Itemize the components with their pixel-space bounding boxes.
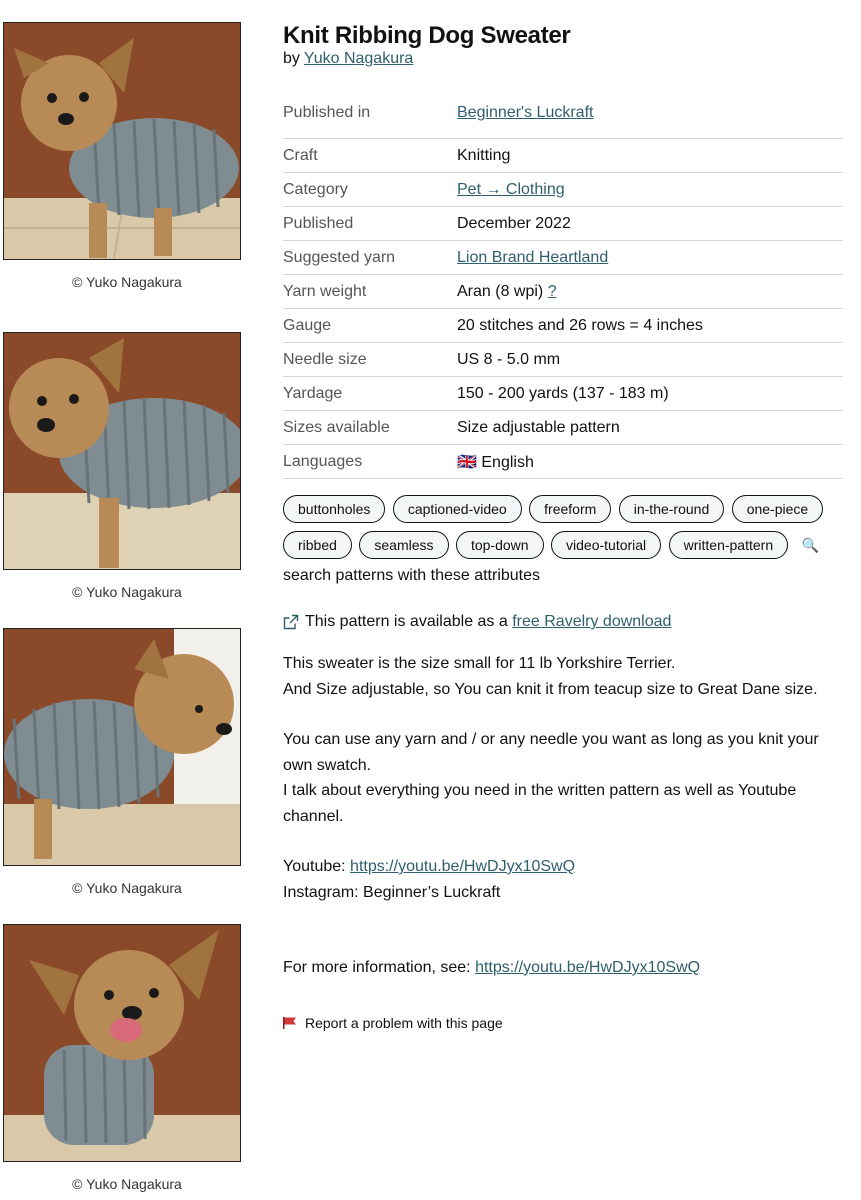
instagram-line: Instagram: Beginner’s Luckraft (283, 883, 501, 901)
author-link[interactable]: Yuko Nagakura (303, 50, 414, 67)
more-info-link[interactable]: https://youtu.be/HwDJyx10SwQ (475, 959, 701, 976)
search-icon: 🔍 (801, 537, 819, 553)
attribute-tag[interactable]: ribbed (283, 531, 352, 559)
paragraph-gap (283, 905, 845, 955)
detail-value (457, 275, 843, 309)
dog-photo-4 (4, 925, 240, 1161)
detail-label: Craft (283, 139, 457, 173)
attribute-tag[interactable]: buttonholes (283, 495, 385, 523)
youtube-label: Youtube: (283, 858, 346, 875)
detail-label: Sizes available (283, 411, 457, 445)
detail-row-published-in (283, 88, 843, 139)
detail-value (457, 88, 843, 139)
pattern-photo[interactable] (3, 924, 241, 1162)
yarn-weight-value: Aran (8 wpi) (457, 282, 544, 300)
download-prefix: This pattern is available as a (305, 613, 508, 630)
attribute-tag[interactable]: top-down (456, 531, 544, 559)
detail-value (457, 173, 843, 207)
yarn-weight-help-link[interactable]: ? (547, 282, 557, 300)
detail-label: Yardage (283, 377, 457, 411)
uk-flag-icon: 🇬🇧 (457, 453, 477, 471)
dog-photo-2 (4, 333, 240, 569)
detail-value: December 2022 (457, 207, 843, 241)
attribute-tag[interactable]: written-pattern (669, 531, 788, 559)
page-title: Knit Ribbing Dog Sweater (283, 22, 571, 49)
detail-row-yarn-weight (283, 275, 843, 309)
paragraph-gap (283, 829, 845, 854)
pattern-description (283, 651, 845, 981)
photo-caption: © Yuko Nagakura (72, 584, 182, 600)
detail-row-needle (283, 343, 843, 377)
detail-row-yarn (283, 241, 843, 275)
attribute-tags (283, 495, 843, 585)
pattern-photo[interactable] (3, 22, 241, 260)
photo-block (3, 924, 241, 1192)
attribute-tag[interactable]: captioned-video (393, 495, 522, 523)
byline-prefix: by (283, 50, 300, 67)
detail-label: Gauge (283, 309, 457, 343)
detail-label: Yarn weight (283, 275, 457, 309)
free-download-link[interactable]: free Ravelry download (512, 613, 672, 630)
photo-caption: © Yuko Nagakura (72, 1176, 182, 1192)
paragraph-gap (283, 702, 845, 727)
description-text: You can use any yarn and / or any needle you want as long as you knit your own swatch. (283, 731, 819, 774)
detail-value: US 8 - 5.0 mm (457, 343, 843, 377)
description-text: I talk about everything you need in the written pattern as well as Youtube channel. (283, 782, 797, 825)
external-link-icon (283, 614, 299, 630)
report-problem-label[interactable]: Report a problem with this page (305, 1014, 503, 1031)
detail-label: Needle size (283, 343, 457, 377)
detail-value (457, 445, 843, 479)
detail-value: 20 stitches and 26 rows = 4 inches (457, 309, 843, 343)
pattern-photo[interactable] (3, 332, 241, 570)
detail-label: Languages (283, 445, 457, 479)
search-attributes-link[interactable]: search patterns with these attributes (283, 567, 541, 584)
attribute-tag[interactable]: seamless (359, 531, 448, 559)
detail-value: 150 - 200 yards (137 - 183 m) (457, 377, 843, 411)
photo-block (3, 332, 241, 600)
dog-photo-1 (4, 23, 240, 259)
byline (283, 50, 845, 68)
detail-label: Category (283, 173, 457, 207)
photo-block (3, 628, 241, 896)
more-info-label: For more information, see: (283, 959, 471, 976)
pattern-main (283, 20, 845, 1031)
detail-row-gauge (283, 309, 843, 343)
detail-value (457, 241, 843, 275)
publication-link[interactable]: Beginner's Luckraft (457, 104, 594, 121)
detail-row-sizes (283, 411, 843, 445)
detail-row-yardage (283, 377, 843, 411)
dog-photo-3 (4, 629, 240, 865)
youtube-link[interactable]: https://youtu.be/HwDJyx10SwQ (350, 858, 576, 875)
photo-caption: © Yuko Nagakura (72, 274, 182, 290)
detail-label: Published (283, 207, 457, 241)
attribute-tag[interactable]: one-piece (732, 495, 824, 523)
description-text: And Size adjustable, so You can knit it from teacup size to Great Dane size. (283, 680, 818, 698)
description-text: This sweater is the size small for 11 lb Yorkshire Terrier. (283, 655, 676, 672)
detail-row-languages (283, 445, 843, 479)
youtube-line (283, 854, 845, 880)
detail-row-craft (283, 139, 843, 173)
language-value: English (481, 453, 534, 471)
detail-label: Published in (283, 88, 457, 139)
download-notice (283, 613, 845, 631)
photo-block (3, 22, 241, 290)
detail-value: Size adjustable pattern (457, 411, 843, 445)
category-link[interactable]: Pet → Clothing (457, 180, 565, 198)
attribute-tag[interactable]: in-the-round (619, 495, 725, 523)
more-info-line (283, 955, 845, 981)
pattern-details-table (283, 88, 843, 479)
attribute-tag[interactable]: freeform (529, 495, 611, 523)
pattern-photo[interactable] (3, 628, 241, 866)
attribute-tag[interactable]: video-tutorial (551, 531, 661, 559)
detail-label: Suggested yarn (283, 241, 457, 275)
flag-icon (283, 1017, 297, 1029)
photo-caption: © Yuko Nagakura (72, 880, 182, 896)
detail-row-published (283, 207, 843, 241)
detail-row-category (283, 173, 843, 207)
report-problem[interactable] (283, 1015, 845, 1031)
detail-value: Knitting (457, 139, 843, 173)
yarn-link[interactable]: Lion Brand Heartland (457, 248, 609, 266)
